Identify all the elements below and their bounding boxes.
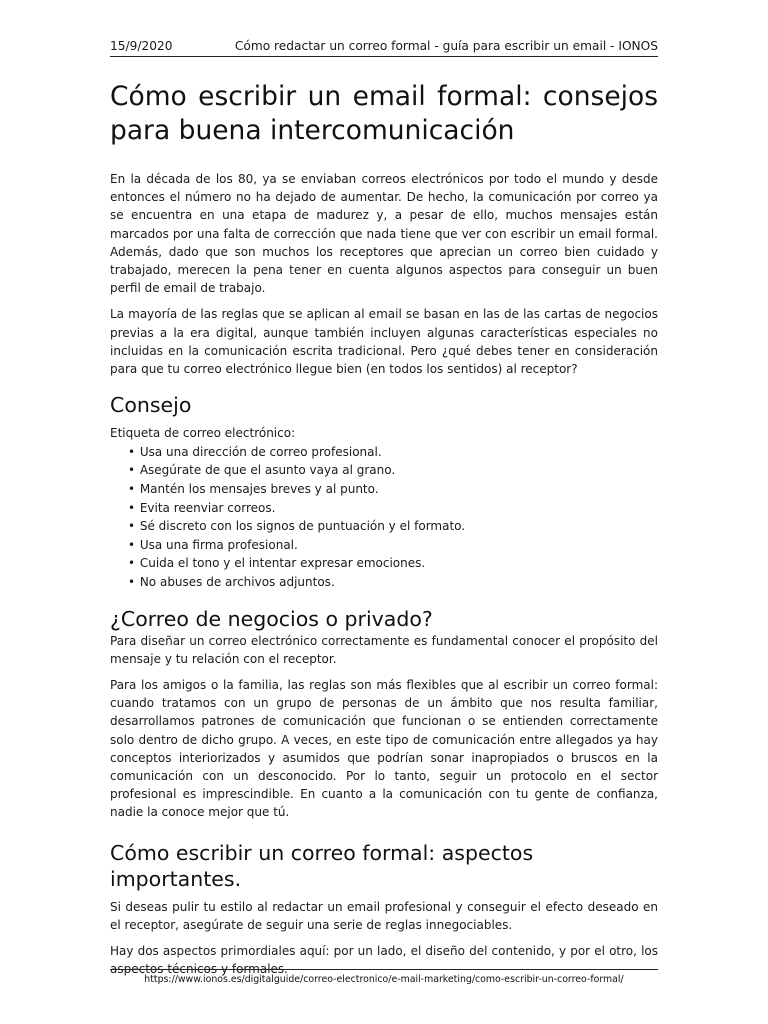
print-date: 15/9/2020: [110, 39, 173, 53]
bullet-icon: •: [128, 444, 136, 459]
intro-paragraph: La mayoría de las reglas que se aplican al email se basan en las de las cartas de negocios previas a la era digital, aunque también incluyen algunas características especiales no incluidas en la comunicación escrita tradicional. Pero ¿qué debes tener en consideración para que tu correo electrónico llegue bien (en todos los sentidos) al receptor?: [110, 307, 658, 377]
list-item: [128, 480, 658, 499]
tip-heading: Consejo: [110, 393, 192, 418]
bullet-icon: •: [128, 519, 136, 534]
document-title: Cómo redactar un correo formal - guía para escribir un email - IONOS: [234, 39, 658, 53]
list-item-text: Evita reenviar correos.: [139, 500, 276, 515]
article-title: Cómo escribir un email formal: consejos para buena intercomunicación: [110, 81, 658, 146]
list-item-text: No abuses de archivos adjuntos.: [139, 574, 335, 589]
list-item: [128, 573, 658, 592]
article-body: [110, 80, 658, 978]
list-item: [128, 517, 658, 536]
list-item-text: Mantén los mensajes breves y al punto.: [139, 482, 379, 497]
list-item-text: Asegúrate de que el asunto vaya al grano.: [139, 463, 396, 478]
intro-paragraph: En la década de los 80, ya se enviaban correos electrónicos por todo el mundo y desde entonces el número no ha dejado de aumentar. De hecho, la comunicación por correo ya se encuentra en una etapa de madurez y, a pesar de ello, muchos mensajes están marcados por una falta de corrección que nada tiene que ver con escribir un email formal. Además, dado que son muchos los receptores que aprecian un correo bien cuidado y trabajado, merecen la pena tener en cuenta algunos aspectos para conseguir un buen perfil de email de trabajo.: [110, 172, 658, 296]
list-item: [128, 499, 658, 518]
page-footer: [110, 969, 658, 987]
section-heading-business: ¿Correo de negocios o privado?: [110, 606, 433, 631]
list-item: [128, 554, 658, 573]
list-item-text: Sé discreto con los signos de puntuación y el formato.: [139, 519, 466, 534]
bullet-icon: •: [128, 463, 136, 478]
list-item-text: Cuida el tono y el intentar expresar emociones.: [139, 556, 426, 571]
body-paragraph: Si deseas pulir tu estilo al redactar un email profesional y conseguir el efecto deseado en el receptor, asegúrate de seguir una serie de reglas innegociables.: [110, 899, 658, 932]
bullet-icon: •: [128, 537, 136, 552]
list-item-text: Usa una firma profesional.: [139, 537, 298, 552]
source-url: https://www.ionos.es/digitalguide/correo-electronico/e-mail-marketing/como-escribir-un-correo-formal/: [144, 974, 624, 985]
body-paragraph: Para diseñar un correo electrónico correctamente es fundamental conocer el propósito del mensaje y tu relación con el receptor.: [110, 633, 658, 666]
body-paragraph: Hay dos aspectos primordiales aquí: por un lado, el diseño del contenido, y por el otro, los aspectos técnicos y formales.: [110, 944, 658, 977]
bullet-icon: •: [128, 556, 136, 571]
page-header: [110, 38, 658, 57]
list-item: [128, 536, 658, 555]
bullet-icon: •: [128, 500, 136, 515]
body-paragraph: Para los amigos o la familia, las reglas son más flexibles que al escribir un correo formal: cuando tratamos con un grupo de personas de un ámbito que nos resulta familiar, desarrollamos patrones de comunicación que funcionan o se entienden correctamente solo dentro de dicho grupo. A veces, en este tipo de comunicación entre allegados ya hay conceptos interiorizados y asumidos que podrían sonar inapropiados o bruscos en la comunicación con un desconocido. Por lo tanto, seguir un protocolo en el sector profesional es imprescindible. En cuanto a la comunicación con tu gente de confianza, nadie la conoce mejor que tú.: [110, 677, 658, 820]
tip-list: [110, 443, 658, 592]
list-item-text: Usa una dirección de correo profesional.: [139, 444, 382, 459]
section-heading-formal: Cómo escribir un correo formal: aspectos importantes.: [110, 840, 534, 891]
bullet-icon: •: [128, 574, 136, 589]
list-item: [128, 461, 658, 480]
list-item: [128, 443, 658, 462]
bullet-icon: •: [128, 482, 136, 497]
tip-intro: Etiqueta de correo electrónico:: [110, 426, 296, 441]
